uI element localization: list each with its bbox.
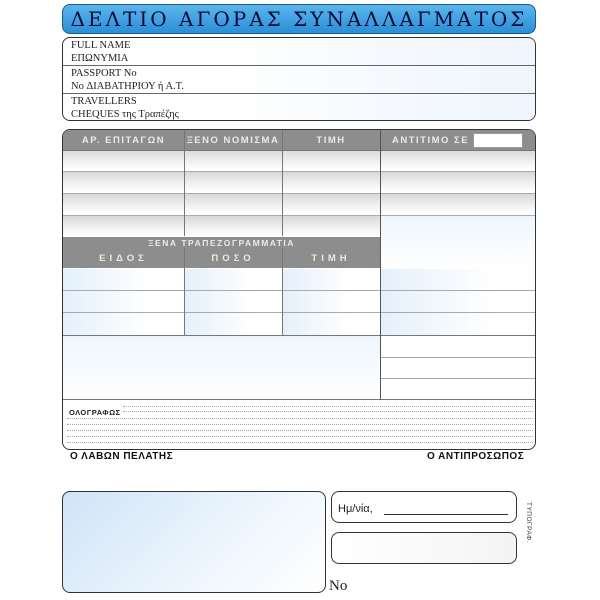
date-label: Ημ/νία, [338, 503, 373, 515]
banknote-price-cell[interactable] [283, 269, 380, 335]
row-divider [381, 357, 536, 358]
banknote-antitimo-cell[interactable] [381, 269, 536, 335]
info-box-bottom[interactable] [331, 532, 517, 564]
amount-in-words-label: ΟΛΟΓΡΑΦΩΣ [69, 408, 121, 417]
passport-label: PASSPORT No No ΔΙΑΒΑΤΗΡΙΟΥ ή Α.Τ. [71, 68, 184, 92]
antitimo-row[interactable] [381, 194, 536, 214]
passport-field[interactable] [213, 66, 535, 93]
column-divider [282, 130, 283, 236]
travellers-cheques-field[interactable] [213, 94, 535, 121]
column-divider [380, 130, 381, 400]
type-header: ΕΙΔΟΣ [63, 248, 184, 268]
column-divider [282, 248, 283, 335]
form-title: ΔΕΛΤΙΟ ΑΓΟΡΑΣ ΣΥΝΑΛΛΑΓΜΑΤΟΣ [70, 7, 528, 31]
price-header: ΤΙΜΗ [282, 130, 380, 150]
representative-signature-label: Ο ΑΝΤΙΠΡΟΣΩΠΟΣ [427, 451, 525, 462]
amount-in-words-line[interactable] [67, 418, 533, 419]
row-divider [63, 399, 536, 400]
row-divider [63, 290, 536, 291]
transaction-table [62, 129, 536, 450]
row-divider [63, 171, 536, 172]
banknote-price-header: ΤΙΜΗ [282, 248, 380, 268]
stamp-box[interactable] [62, 491, 326, 593]
antitimo-header: ΑΝΤΙΤΙΜΟ ΣΕ [380, 130, 536, 150]
printer-label: ΤΥΠΟΓΡΑΦ. [525, 502, 532, 544]
full-name-row [63, 38, 535, 66]
travellers-cheques-row [63, 94, 535, 121]
passport-row [63, 66, 535, 94]
column-divider [184, 248, 185, 335]
cheque-row[interactable] [63, 194, 380, 214]
amount-header: ΠΟΣΟ [184, 248, 282, 268]
amount-in-words-line[interactable] [123, 411, 533, 412]
antitimo-row[interactable] [381, 216, 536, 268]
row-divider [63, 312, 536, 313]
customer-signature-label: Ο ΛΑΒΩΝ ΠΕΛΑΤΗΣ [70, 451, 174, 462]
cheque-row[interactable] [63, 216, 380, 236]
banknote-type-cell[interactable] [63, 269, 184, 335]
row-divider [63, 150, 536, 151]
date-line [384, 514, 508, 515]
antitimo-row[interactable] [381, 150, 536, 170]
amount-in-words-line[interactable] [67, 424, 533, 425]
notes-area[interactable] [63, 336, 380, 399]
cheque-row[interactable] [63, 172, 380, 192]
cheque-row[interactable] [63, 150, 380, 170]
antitimo-currency-field[interactable] [473, 133, 523, 148]
cheque-number-header: ΑΡ. ΕΠΙΤΑΓΩΝ [63, 130, 184, 150]
column-divider [184, 130, 185, 236]
serial-number-label: Νο [329, 578, 348, 594]
amount-in-words-line[interactable] [67, 442, 533, 443]
row-divider [63, 193, 536, 194]
banknotes-section-header: ΞΕΝΑ ΤΡΑΠΕΖΟΓΡΑΜΜΑΤΙΑ [63, 237, 380, 248]
full-name-field[interactable] [213, 38, 535, 65]
travellers-cheques-label: TRAVELLERS CHEQUES της Τραπέζης [71, 96, 179, 120]
banknote-amount-cell[interactable] [185, 269, 282, 335]
full-name-label: FULL NAME ΕΠΩΝΥΜΙΑ [71, 40, 131, 64]
antitimo-row[interactable] [381, 172, 536, 192]
form-title-banner [62, 4, 536, 34]
date-box[interactable] [331, 491, 517, 523]
row-divider [381, 378, 536, 379]
amount-in-words-line[interactable] [123, 406, 533, 407]
row-divider [63, 215, 536, 216]
foreign-currency-header: ΞΕΝΟ ΝΟΜΙΣΜΑ [184, 130, 282, 150]
amount-in-words-line[interactable] [67, 430, 533, 431]
amount-in-words-line[interactable] [67, 436, 533, 437]
customer-info-box [62, 37, 536, 121]
